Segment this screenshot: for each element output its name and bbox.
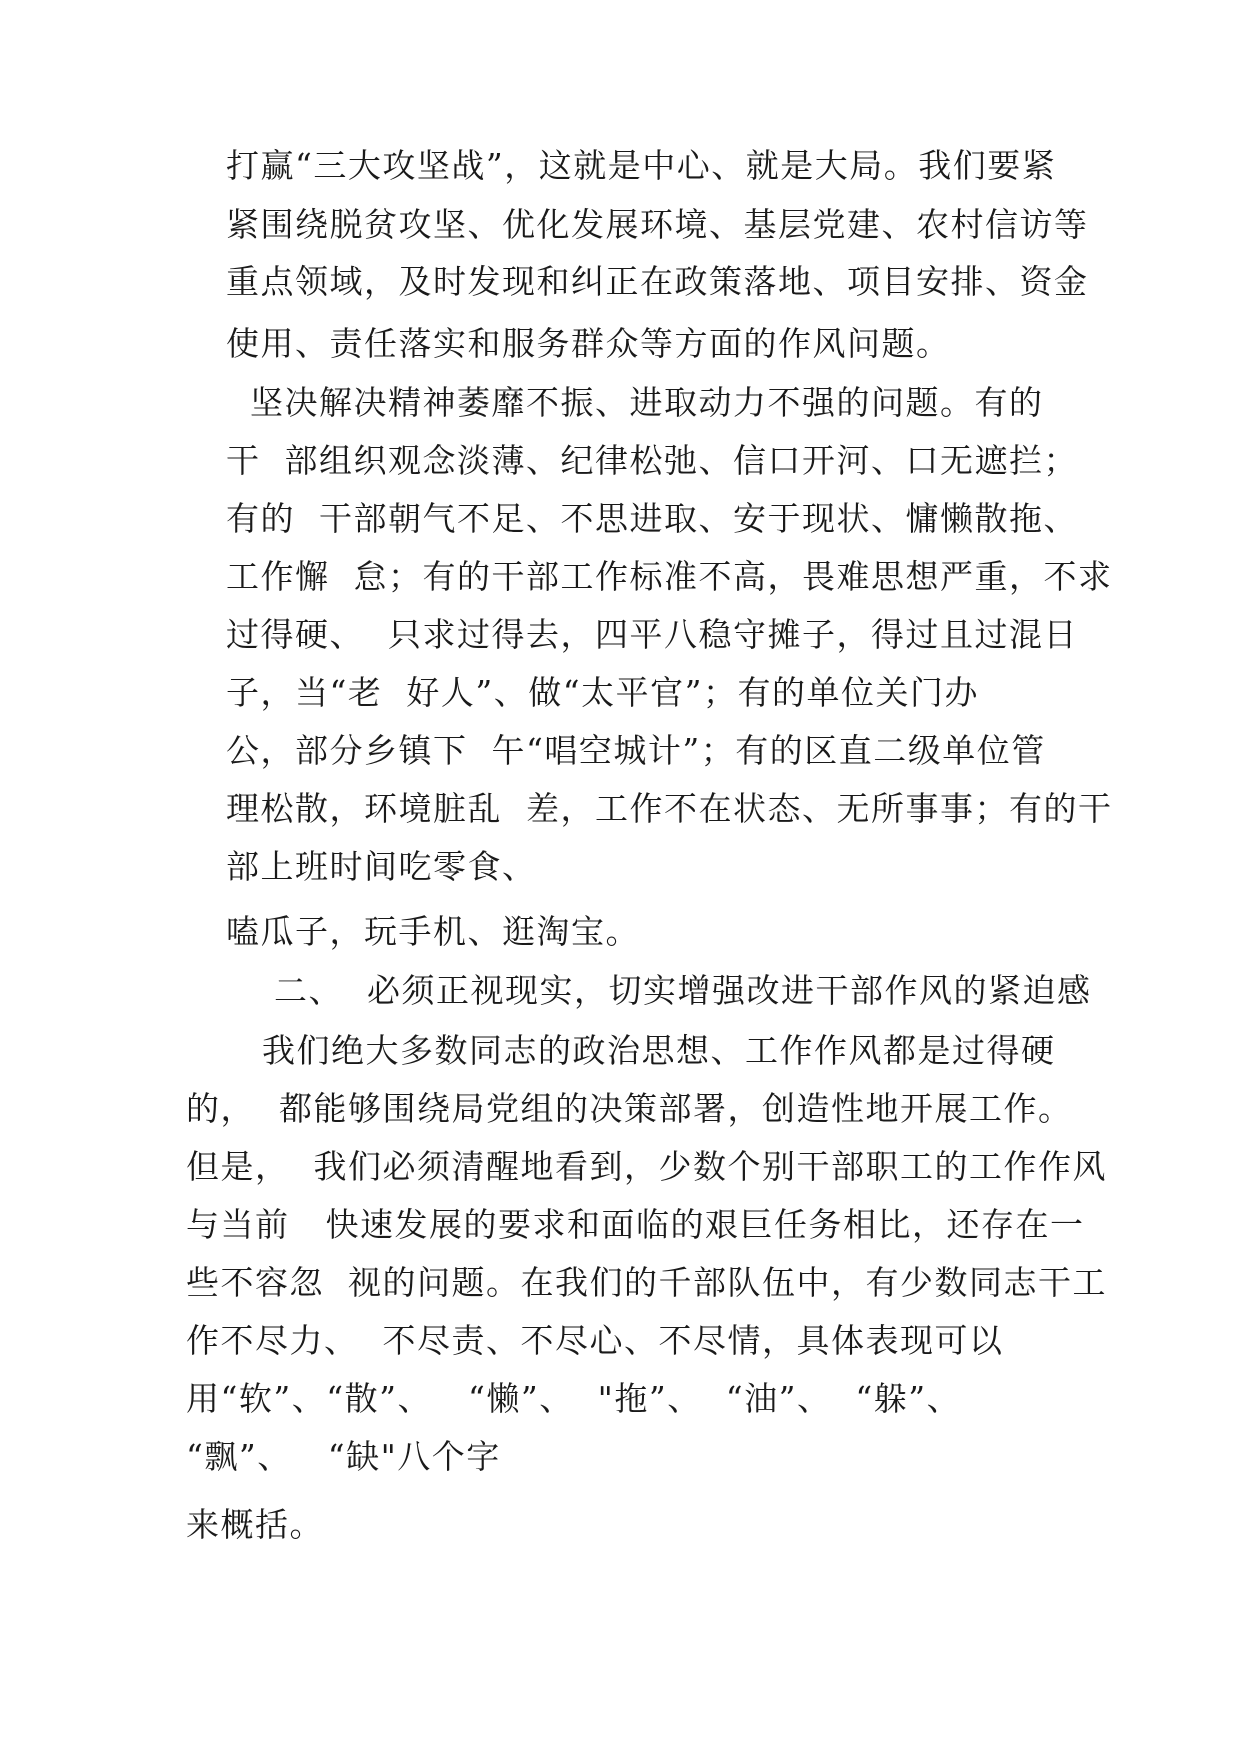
text-line-14: 嗑瓜子，玩手机、逛淘宝。	[226, 912, 640, 951]
text-line-1: 打赢“三大攻坚战”，这就是中心、就是大局。我们要紧	[226, 146, 1057, 185]
text-line-6: 干 部组织观念淡薄、纪律松弛、信口开河、口无遮拦；	[226, 441, 1078, 480]
text-line-11: 公，部分乡镇下 午“唱空城计”；有的区直二级单位管	[226, 731, 1046, 770]
text-line-23: “飘”、 “缺"八个字	[186, 1437, 501, 1476]
text-line-22: 用“软”、“散”、 “懒”、 "拖”、 “油”、 “躲”、	[186, 1379, 962, 1418]
text-line-7: 有的 干部朝气不足、不思进取、安于现状、慵懒散拖、	[226, 499, 1078, 538]
text-line-3: 重点领域，及时发现和纠正在政策落地、项目安排、资金	[226, 262, 1089, 301]
text-line-13: 部上班时间吃零食、	[226, 847, 537, 886]
text-line-24: 来概括。	[186, 1505, 324, 1544]
text-line-9: 过得硬、 只求过得去，四平八稳守摊子，得过且过混日	[226, 615, 1078, 654]
text-line-5: 坚决解决精神萎靡不振、进取动力不强的问题。有的	[226, 383, 1044, 422]
text-line-20: 些不容忽 视的问题。在我们的千部队伍中，有少数同志干工	[186, 1263, 1107, 1302]
text-line-12: 理松散，环境脏乱 差，工作不在状态、无所事事；有的干	[226, 789, 1113, 828]
text-line-21: 作不尽力、 不尽责、不尽心、不尽情，具体表现可以	[186, 1321, 1004, 1360]
text-line-19: 与当前 快速发展的要求和面临的艰巨任务相比，还存在一	[186, 1205, 1085, 1244]
text-line-17: 的， 都能够围绕局党组的决策部署，创造性地开展工作。	[186, 1089, 1073, 1128]
text-line-18: 但是， 我们必须清醒地看到，少数个别干部职工的工作作风	[186, 1147, 1107, 1186]
text-line-8: 工作懈 怠；有的干部工作标准不高，畏难思想严重，不求	[226, 557, 1113, 596]
text-line-10: 子，当“老 好人”、做“太平官”；有的单位关门办	[226, 673, 979, 712]
text-line-16: 我们绝大多数同志的政治思想、工作作风都是过得硬	[226, 1031, 1056, 1070]
section-heading: 二、 必须正视现实，切实增强改进干部作风的紧迫感	[226, 971, 1092, 1010]
text-line-2: 紧围绕脱贫攻坚、优化发展环境、基层党建、农村信访等	[226, 205, 1089, 244]
text-line-4: 使用、责任落实和服务群众等方面的作风问题。	[226, 324, 951, 363]
